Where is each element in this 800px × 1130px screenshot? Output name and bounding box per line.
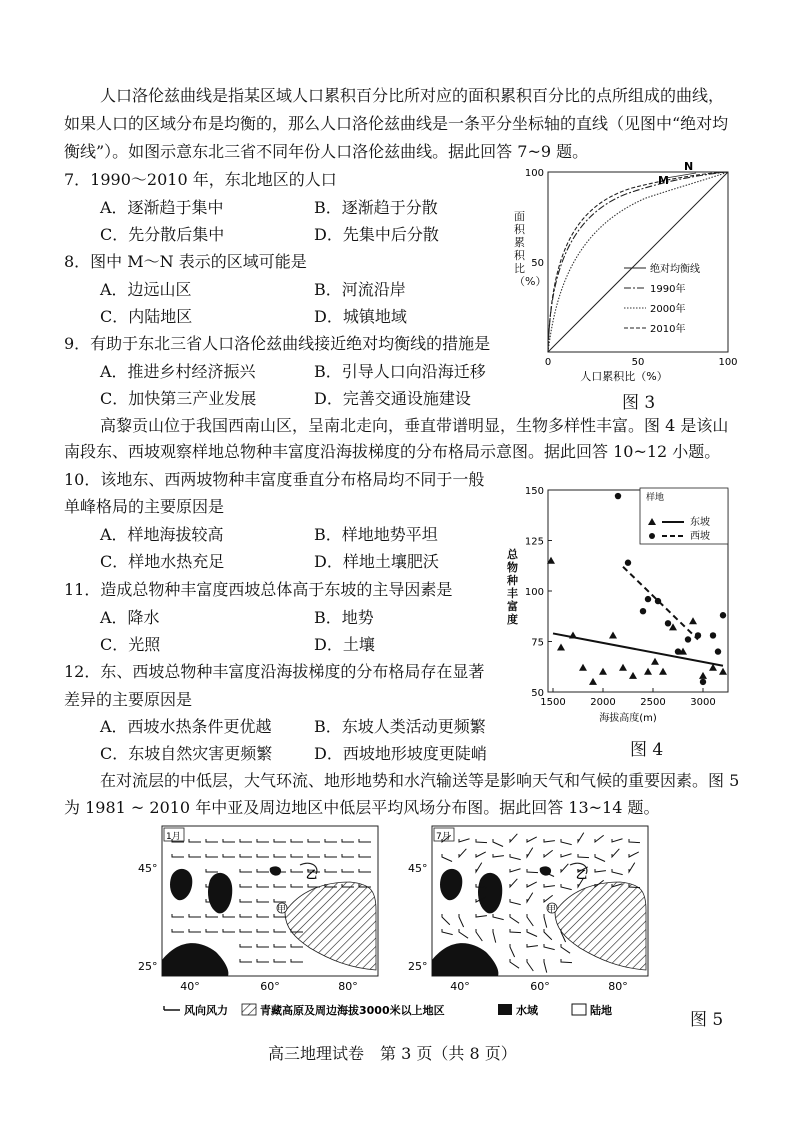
fig3-legend-equality: 绝对均衡线 [650,264,700,275]
fig4-point-east [579,664,587,671]
fig4-point-east [619,664,627,671]
fig4-xlabel: 海拔高度(m) [599,713,657,724]
legend-land-label: 陆地 [590,1004,612,1017]
fig5-caption: 图 5 [690,1010,724,1030]
map-jul-lon40: 40° [450,980,470,993]
fig4-point-east [644,668,652,675]
intro2-line1: 高黎贡山位于我国西南山区，呈南北走向，垂直带谱明显，生物多样性丰富。图 4 是该山 [100,416,729,435]
fig4-point-west [695,632,701,638]
q12-option-b: B．东坡人类活动更频繁 [314,717,486,736]
fig3-xtick-0: 0 [544,357,552,368]
fig4-point-west [685,636,691,642]
map-jul-lat45: 45° [408,862,428,875]
q10-option-b: B．样地地势平坦 [314,525,438,544]
figure-5-wind-maps [120,820,720,1030]
fig3-caption: 图 3 [622,393,656,413]
map-jul-label-jia: 甲 [547,905,557,915]
map-jan-label-jia: 甲 [277,905,287,915]
figure-3-lorenz-chart [506,158,746,388]
q12-stem-line2: 差异的主要原因是 [64,690,193,709]
fig4-point-east [569,631,577,638]
fig4-point-east [589,678,597,685]
q12-stem-line1: 12．东、西坡总物种丰富度沿海拔梯度的分布格局存在显著 [64,662,485,681]
q8-option-d: D．城镇地域 [314,307,407,326]
fig4-point-west [700,679,706,685]
q12-option-a: A．西坡水热条件更优越 [100,717,272,736]
fig3-ylabel: 面积累积比（%） [514,210,547,288]
q11-stem: 11．造成总物种丰富度西坡总体高于东坡的主导因素是 [64,580,453,599]
q9-option-c: C．加快第三产业发展 [100,389,257,408]
fig3-ytick-100: 100 [524,168,544,179]
intro1-line1: 人口洛伦兹曲线是指某区域人口累积百分比所对应的面积累积百分比的点所组成的曲线， [100,86,725,105]
fig4-ytick-label: 100 [524,587,544,598]
q7-option-a: A．逐渐趋于集中 [100,198,224,217]
map-jan-label-yi: 乙 [306,868,317,881]
page-footer: 高三地理试卷 第 3 页（共 8 页） [268,1044,517,1063]
fig4-xtick-label: 2000 [590,697,616,708]
map-jul-lon80: 80° [608,980,628,993]
q7-stem: 7．1990～2010 年，东北地区的人口 [64,170,337,189]
legend-water-symbol [498,1004,512,1015]
q7-option-c: C．先分散后集中 [100,225,225,244]
fig3-xlabel: 人口累积比（%） [580,370,668,383]
fig3-point-m: M [658,174,669,187]
fig4-point-west [625,560,631,566]
fig4-point-east [719,668,727,675]
map-jul-lat25: 25° [408,960,428,973]
q9-option-a: A．推进乡村经济振兴 [100,362,256,381]
figure-4-scatter-chart [500,478,740,728]
q10-option-d: D．样地土壤肥沃 [314,552,439,571]
map-jul-title: 7月 [436,832,451,842]
fig4-point-east [599,668,607,675]
q8-option-b: B．河流沿岸 [314,280,406,299]
q11-option-c: C．光照 [100,635,161,654]
fig4-legend-east: 东坡 [690,517,710,528]
fig4-ytick-label: 150 [524,486,544,497]
q9-option-b: B．引导人口向沿海迁移 [314,362,486,381]
fig3-xtick-100: 100 [718,357,738,368]
fig3-legend-2010: 2010年 [650,324,686,335]
fig4-caption: 图 4 [630,740,664,760]
map-jan-lat25: 25° [138,960,158,973]
fig3-ytick-50: 50 [531,258,544,269]
fig4-ytick-label: 50 [531,688,544,699]
q10-option-a: A．样地海拔较高 [100,525,224,544]
fig4-point-west [615,493,621,499]
q9-option-d: D．完善交通设施建设 [314,389,471,408]
fig4-point-west [720,612,726,618]
map-january [138,826,378,993]
intro3-line2: 为 1981 ~ 2010 年中亚及周边地区中低层平均风场分布图。据此回答 13~14 题。 [64,798,660,817]
map-jan-title: 1月 [166,832,181,842]
q11-option-a: A．降水 [100,608,160,627]
fig4-point-west [655,598,661,604]
fig4-point-west [715,648,721,654]
fig3-legend-1990: 1990年 [650,284,686,295]
fig4-point-east [557,644,565,651]
fig4-point-west [645,596,651,602]
map-jan-lon80: 80° [338,980,358,993]
q8-option-c: C．内陆地区 [100,307,193,326]
map-jan-lat45: 45° [138,862,158,875]
fig4-xtick-label: 2500 [640,697,666,708]
fig3-point-n: N [684,160,694,173]
intro1-line3: 衡线”）。如图示意东北三省不同年份人口洛伦兹曲线。据此回答 7~9 题。 [64,142,589,161]
q9-stem: 9．有助于东北三省人口洛伦兹曲线接近绝对均衡线的措施是 [64,334,491,353]
q11-option-b: B．地势 [314,608,374,627]
q7-option-d: D．先集中后分散 [314,225,439,244]
q11-option-d: D．土壤 [314,635,375,654]
q8-option-a: A．边远山区 [100,280,192,299]
fig4-point-west [665,620,671,626]
fig4-ytick-label: 75 [531,637,544,649]
fig4-ytick-label: 125 [524,536,544,548]
fig4-point-east [651,658,659,665]
map-jan-lon60: 60° [260,980,280,993]
intro2-line2: 南段东、西坡观察样地总物种丰富度沿海拔梯度的分布格局示意图。据此回答 10~12 小题。 [64,442,721,461]
fig3-equality-line [548,172,728,352]
legend-land-symbol [572,1004,586,1015]
map-jul-label-yi: 乙 [576,868,587,881]
fig4-legend-circle [649,533,655,539]
fig4-ylabel: 总物种丰富度 [507,548,518,626]
fig4-point-east [609,631,617,638]
intro3-line1: 在对流层的中低层，大气环流、地形地势和水汽输送等是影响天气和气候的重要因素。图 5 [100,771,740,790]
fig3-xtick-50: 50 [631,357,645,368]
legend-wind-symbol [164,1006,180,1010]
legend-water-label: 水域 [516,1004,538,1017]
map-jan-lon40: 40° [180,980,200,993]
q10-option-c: C．样地水热充足 [100,552,225,571]
map-july [408,826,648,993]
fig4-point-east [699,672,707,679]
fig4-point-east [629,672,637,679]
fig4-legend-title: 样地 [646,493,665,503]
legend-plateau-label: 青藏高原及周边海拔3000米以上地区 [260,1004,445,1017]
fig3-legend-2000: 2000年 [650,304,686,315]
q12-option-d: D．西坡地形坡度更陡峭 [314,744,487,763]
fig4-point-east [659,668,667,675]
q10-stem-line1: 10．该地东、西两坡物种丰富度垂直分布格局均不同于一般 [64,470,485,489]
map-jul-lon60: 60° [530,980,550,993]
q12-option-c: C．东坡自然灾害更频繁 [100,744,273,763]
q7-option-b: B．逐渐趋于分散 [314,198,438,217]
fig4-trend-west [623,567,698,640]
intro1-line2: 如果人口的区域分布是均衡的，那么人口洛伦兹曲线是一条平分坐标轴的直线（见图中“绝对均 [64,114,729,133]
legend-plateau-symbol [242,1004,256,1015]
q10-stem-line2: 单峰格局的主要原因是 [64,497,225,516]
fig4-point-west [710,632,716,638]
legend-wind-label: 风向风力 [184,1004,228,1017]
fig4-legend-west: 西坡 [690,531,710,542]
fig4-xtick-label: 1500 [540,697,566,708]
fig4-point-west [640,608,646,614]
fig4-point-east [689,617,697,624]
fig4-point-west [675,648,681,654]
fig5-legend [164,1003,612,1017]
q8-stem: 8．图中 M～N 表示的区域可能是 [64,252,307,271]
fig4-xtick-label: 3000 [690,697,716,708]
